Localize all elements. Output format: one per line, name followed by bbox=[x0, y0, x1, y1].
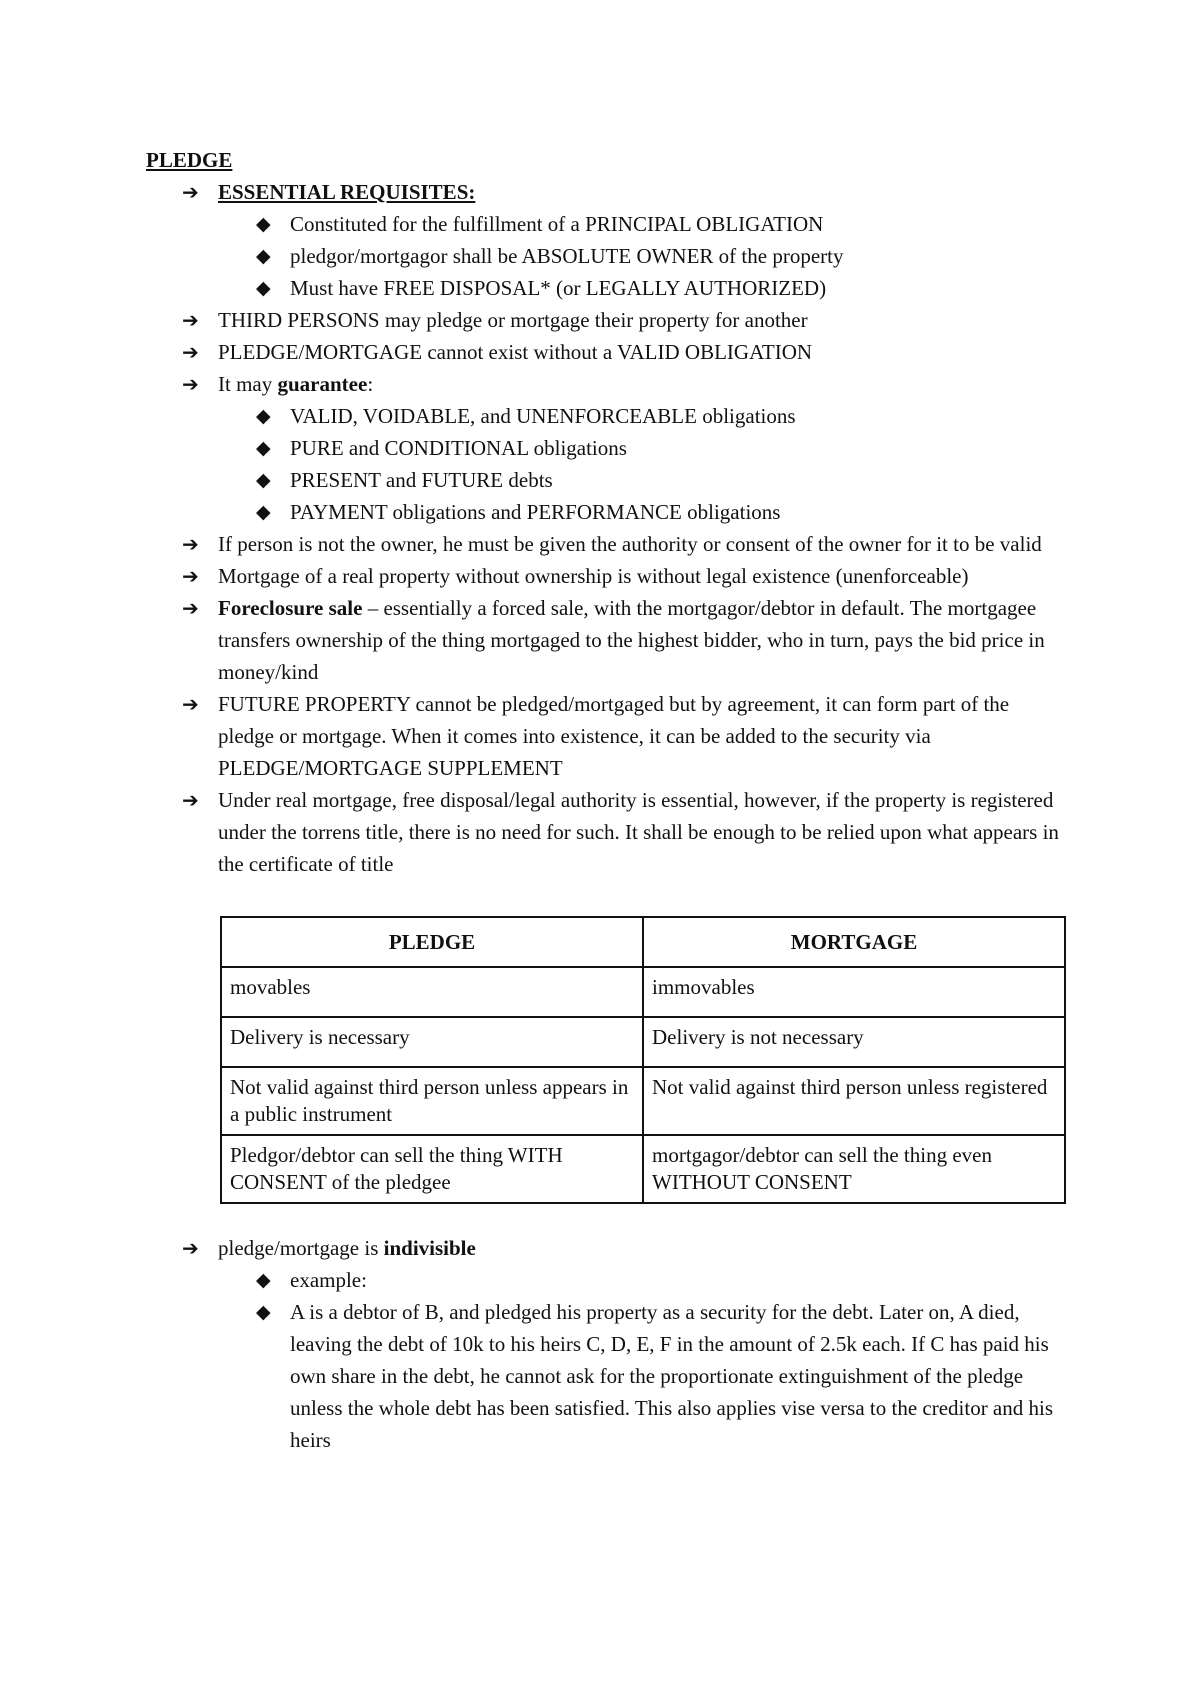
list-item-guarantee bbox=[146, 368, 1066, 528]
list-item-text-pre: pledge/mortgage is bbox=[218, 1236, 384, 1260]
diamond-bullet-icon: ◆ bbox=[256, 437, 271, 459]
list-item-future-property bbox=[146, 688, 1066, 784]
essential-requisites-sublist bbox=[218, 208, 1066, 304]
table-cell: Delivery is necessary bbox=[221, 1017, 643, 1067]
table-cell: Not valid against third person unless appears in a public instrument bbox=[221, 1067, 643, 1135]
arrow-bullet-icon: ➔ bbox=[182, 532, 199, 556]
diamond-bullet-icon: ◆ bbox=[256, 1301, 271, 1323]
column-header-mortgage: MORTGAGE bbox=[643, 917, 1065, 967]
sub-item-text: PAYMENT obligations and PERFORMANCE obligations bbox=[290, 500, 781, 524]
foreclosure-sale-term: Foreclosure sale bbox=[218, 596, 363, 620]
diamond-bullet-icon: ◆ bbox=[256, 469, 271, 491]
arrow-bullet-icon: ➔ bbox=[182, 180, 199, 204]
list-item-text-post: : bbox=[367, 372, 374, 396]
sub-item bbox=[218, 1296, 1066, 1456]
diamond-bullet-icon: ◆ bbox=[256, 245, 271, 267]
table-row bbox=[221, 1135, 1065, 1203]
sub-item-text: Constituted for the fulfillment of a PRINCIPAL OBLIGATION bbox=[290, 212, 824, 236]
table-cell: Pledgor/debtor can sell the thing WITH CONSENT of the pledgee bbox=[221, 1135, 643, 1203]
sub-item bbox=[218, 1264, 1066, 1296]
guarantee-sublist bbox=[218, 400, 1066, 528]
list-item-valid-obligation bbox=[146, 336, 1066, 368]
sub-item-text: example: bbox=[290, 1268, 367, 1292]
diamond-bullet-icon: ◆ bbox=[256, 277, 271, 299]
arrow-bullet-icon: ➔ bbox=[182, 564, 199, 588]
list-item-essential-requisites bbox=[146, 176, 1066, 304]
sub-item-text: PURE and CONDITIONAL obligations bbox=[290, 436, 627, 460]
list-item-indivisible bbox=[146, 1232, 1066, 1456]
sub-item-text: VALID, VOIDABLE, and UNENFORCEABLE obligations bbox=[290, 404, 796, 428]
table-row bbox=[221, 1017, 1065, 1067]
arrow-bullet-icon: ➔ bbox=[182, 340, 199, 364]
diamond-bullet-icon: ◆ bbox=[256, 1269, 271, 1291]
indivisible-sublist bbox=[218, 1264, 1066, 1456]
table-cell: Not valid against third person unless registered bbox=[643, 1067, 1065, 1135]
table-cell: movables bbox=[221, 967, 643, 1017]
list-item-text: Mortgage of a real property without ownership is without legal existence (unenforceable) bbox=[218, 564, 969, 588]
list-item-text: If person is not the owner, he must be given the authority or consent of the owner for it to be valid bbox=[218, 532, 1042, 556]
table-cell: immovables bbox=[643, 967, 1065, 1017]
sub-item bbox=[218, 272, 1066, 304]
arrow-bullet-icon: ➔ bbox=[182, 308, 199, 332]
guarantee-term: guarantee bbox=[277, 372, 368, 396]
list-item-foreclosure-sale bbox=[146, 592, 1066, 688]
arrow-bullet-icon: ➔ bbox=[182, 372, 199, 396]
column-header-pledge: PLEDGE bbox=[221, 917, 643, 967]
table-cell: Delivery is not necessary bbox=[643, 1017, 1065, 1067]
diamond-bullet-icon: ◆ bbox=[256, 405, 271, 427]
list-item-text: THIRD PERSONS may pledge or mortgage their property for another bbox=[218, 308, 808, 332]
pledge-mortgage-comparison-table bbox=[220, 916, 1066, 1204]
arrow-bullet-icon: ➔ bbox=[182, 692, 199, 716]
list-item-real-mortgage bbox=[146, 784, 1066, 880]
diamond-bullet-icon: ◆ bbox=[256, 501, 271, 523]
diamond-bullet-icon: ◆ bbox=[256, 213, 271, 235]
document-title: PLEDGE bbox=[146, 148, 233, 172]
arrow-bullet-icon: ➔ bbox=[182, 1236, 199, 1260]
sub-item-text: A is a debtor of B, and pledged his property as a security for the debt. Later on, A died, leaving the debt of 10k to his heirs C, D, E, F in the amount of 2.5k each. If C has paid his own share in the debt, he cannot ask for the proportionate extinguishment of the pledge unless the whole debt has been satisfied. This also applies vise versa to the creditor and his heirs bbox=[290, 1300, 1054, 1452]
sub-item-text: Must have FREE DISPOSAL* (or LEGALLY AUTHORIZED) bbox=[290, 276, 827, 300]
table-row bbox=[221, 967, 1065, 1017]
indivisible-term: indivisible bbox=[383, 1236, 476, 1260]
list-item-not-owner bbox=[146, 528, 1066, 560]
sub-item bbox=[218, 432, 1066, 464]
sub-item bbox=[218, 400, 1066, 432]
sub-item bbox=[218, 208, 1066, 240]
list-item-text: PLEDGE/MORTGAGE cannot exist without a VALID OBLIGATION bbox=[218, 340, 813, 364]
sub-item bbox=[218, 496, 1066, 528]
list-item-text-pre: It may bbox=[218, 372, 278, 396]
requisites-list bbox=[146, 176, 1066, 880]
essential-requisites-heading: ESSENTIAL REQUISITES: bbox=[218, 180, 476, 204]
list-item-text-post: – essentially a forced sale, with the mortgagor/debtor in default. The mortgagee transfers ownership of the thing mortgaged to the highest bidder, who in turn, pays the bid price in money/kind bbox=[218, 596, 1045, 684]
sub-item-text: pledgor/mortgagor shall be ABSOLUTE OWNER of the property bbox=[290, 244, 844, 268]
table-cell: mortgagor/debtor can sell the thing even WITHOUT CONSENT bbox=[643, 1135, 1065, 1203]
list-item-mortgage-without-ownership bbox=[146, 560, 1066, 592]
sub-item-text: PRESENT and FUTURE debts bbox=[290, 468, 553, 492]
indivisible-list bbox=[146, 1232, 1066, 1456]
list-item-text: Under real mortgage, free disposal/legal authority is essential, however, if the property is registered under the torrens title, there is no need for such. It shall be enough to be relied upon what appears in the certificate of title bbox=[218, 788, 1059, 876]
sub-item bbox=[218, 240, 1066, 272]
list-item-third-persons bbox=[146, 304, 1066, 336]
list-item-text: FUTURE PROPERTY cannot be pledged/mortgaged but by agreement, it can form part of the pledge or mortgage. When it comes into existence, it can be added to the security via PLEDGE/MORTGAGE SUPPLEMENT bbox=[218, 692, 1010, 780]
table-header-row bbox=[221, 917, 1065, 967]
document-page bbox=[146, 144, 1066, 1456]
sub-item bbox=[218, 464, 1066, 496]
arrow-bullet-icon: ➔ bbox=[182, 596, 199, 620]
arrow-bullet-icon: ➔ bbox=[182, 788, 199, 812]
table-row bbox=[221, 1067, 1065, 1135]
